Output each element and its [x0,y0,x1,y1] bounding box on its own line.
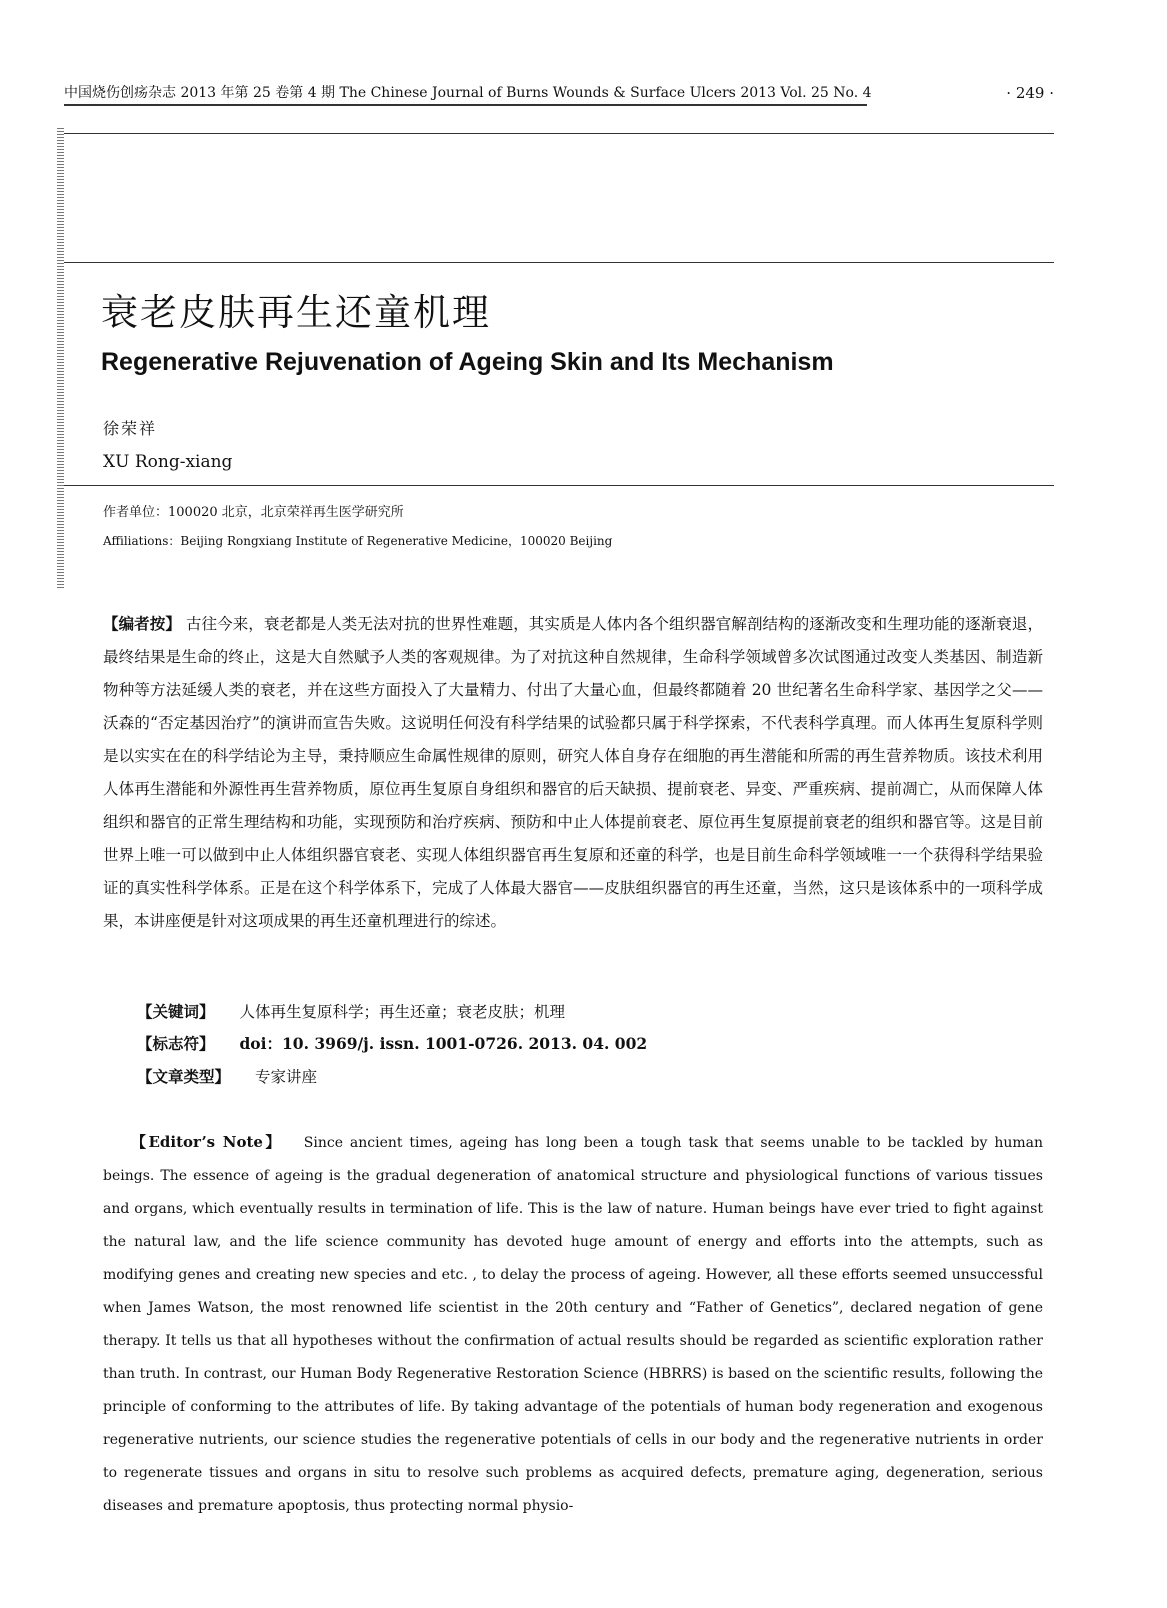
title-rule [64,262,1054,263]
title-english: Regenerative Rejuvenation of Ageing Skin and Its Mechanism [101,348,834,376]
title-chinese: 衰老皮肤再生还童机理 [101,291,491,334]
article-type-line [137,1065,317,1089]
author-english: XU Rong-xiang [103,452,233,472]
doi-text: doi：10. 3969/j. issn. 1001-0726. 2013. 04. 002 [239,1034,648,1053]
header-rule [64,104,867,106]
author-chinese: 徐荣祥 [103,419,158,438]
article-type-label: 【文章类型】 [137,1067,231,1086]
keywords-label: 【关键词】 [137,1002,215,1021]
running-head [64,82,1054,104]
scan-edge-artifact [57,128,64,588]
journal-citation: 中国烧伤创疡杂志 2013 年第 25 卷第 4 期 The Chinese Journal of Burns Wounds & Surface Ulcers 2013 Vol. 25 No. 4 [64,85,872,101]
article-type-text: 专家讲座 [254,1068,317,1086]
keywords-line [137,1000,565,1024]
editors-note-text: 古往今来，衰老都是人类无法对抗的世界性难题，其实质是人体内各个组织器官解剖结构的逐渐改变和生理功能的逐渐衰退，最终结果是生命的终止，这是大自然赋予人类的客观规律。为了对抗这种自然规律，生命科学领域曾多次试图通过改变人类基因、制造新物种等方法延缓人类的衰老，并在这些方面投入了大量精力、付出了大量心血，但最终都随着 20 世纪著名生命科学家、基因学之父——沃森的“否定基因治疗”的演讲而宣告失败。这说明任何没有科学结果的试验都只属于科学探索，不代表科学真理。而人体再生复原科学则是以实实在在的科学结论为主导，秉持顺应生命属性规律的原则，研究人体自身存在细胞的再生潜能和所需的再生营养物质。该技术利用人体再生潜能和外源性再生营养物质，原位再生复原自身组织和器官的后天缺损、提前衰老、异变、严重疾病、提前凋亡，从而保障人体组织和器官的正常生理结构和功能，实现预防和治疗疾病、预防和中止人体提前衰老、原位再生复原提前衰老的组织和器官等。这是目前世界上唯一可以做到中止人体组织器官衰老、实现人体组织器官再生复原和还童的科学，也是目前生命科学领域唯一一个获得科学结果验证的真实性科学体系。正是在这个科学体系下，完成了人体最大器官——皮肤组织器官的再生还童，当然，这只是该体系中的一项科学成果，本讲座便是针对这项成果的再生还童机理进行的综述。 [103,615,1043,930]
identifier-label: 【标志符】 [137,1034,215,1053]
editors-note-label: 【编者按】 [103,614,181,633]
affiliation-english: Affiliations：Beijing Rongxiang Institute of Regenerative Medicine，100020 Beijing [103,534,613,548]
top-rule [64,133,1054,134]
editors-note-en-text: Since ancient times, ageing has long been a tough task that seems unable to be tackled by human beings. The essence of ageing is the gradual degeneration of anatomical structure and physiological functions of various tissues and organs, which eventually results in termination of life. This is the law of nature. Human beings have ever tried to fight against the natural law, and the life science community has devoted huge amount of energy and efforts into the attempts, such as modifying genes and creating new species and etc. , to delay the process of ageing. However, all these efforts seemed unsuccessful when James Watson, the most renowned life scientist in the 20th century and “Father of Genetics”, declared negation of gene therapy. It tells us that all hypotheses without the confirmation of actual results should be regarded as scientific exploration rather than truth. In contrast, our Human Body Regenerative Restoration Science (HBRRS) is based on the scientific results, following the principle of conforming to the attributes of life. By taking advantage of the potentials of human body regeneration and exogenous regenerative nutrients, our science studies the regenerative potentials of cells in our body and the regenerative nutrients in order to regenerate tissues and organs in situ to resolve such problems as acquired defects, premature aging, degeneration, serious diseases and premature apoptosis, thus protecting normal physio- [103,1135,1043,1514]
keywords-text: 人体再生复原科学；再生还童；衰老皮肤；机理 [239,1003,565,1021]
editors-note-english [103,1126,1043,1523]
affiliation-chinese: 作者单位：100020 北京，北京荣祥再生医学研究所 [103,505,404,520]
identifier-line [137,1032,647,1056]
editors-note-en-label: 【Editor’s Note】 [131,1133,283,1151]
page-number: · 249 · [1006,84,1054,102]
editors-note-chinese [103,607,1043,938]
author-rule [64,485,1054,486]
